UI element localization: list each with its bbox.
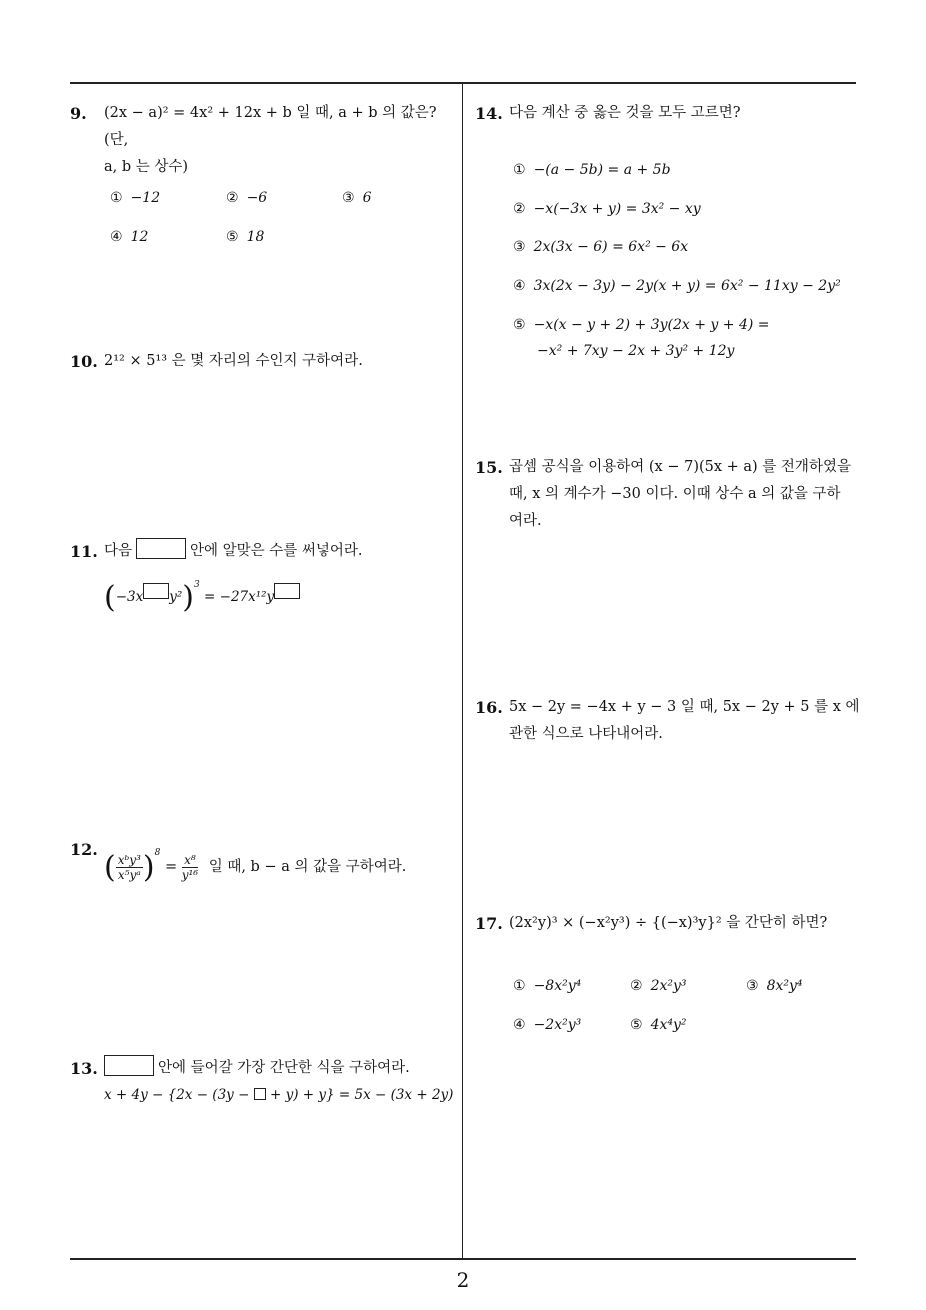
choice[interactable]: ④ 12 bbox=[110, 229, 149, 245]
question-number: 16. bbox=[475, 698, 503, 717]
page-number: 2 bbox=[456, 1268, 470, 1292]
question-number: 17. bbox=[475, 914, 503, 933]
question-11-expression: (−3x y²)$^3$ = −27x¹²y bbox=[104, 572, 300, 611]
question-text: (2x²y)³ × (−x²y³) ÷ {(−x)³y}² 을 간단히 하면? bbox=[509, 915, 828, 931]
choice[interactable]: ④ −2x²y³ bbox=[513, 1017, 582, 1033]
question-14 bbox=[475, 100, 860, 127]
question-12-expression: ( $\frac{\text{xᵇy³}}{\text{x⁵yᵃ}}$ )$^8$ = $\frac{\text{x⁸}}{\text{y¹⁶}}$ 일 때, b − a 의 값을 구하여라. bbox=[104, 848, 407, 885]
question-number: 9. bbox=[70, 104, 87, 123]
choice[interactable]: ③ 2x(3x − 6) = 6x² − 6x bbox=[513, 239, 689, 255]
question-number: 12. bbox=[70, 840, 98, 859]
choice[interactable]: ⑤ 4x⁴y² bbox=[630, 1017, 687, 1033]
question-13-expression: x + 4y − {2x − (3y − + y) + y} = 5x − (3x + 2y) bbox=[104, 1087, 454, 1103]
question-text: (2x − a)² = 4x² + 12x + b 일 때, a + b 의 값은?(단, a, b 는 상수) bbox=[104, 105, 437, 175]
choice[interactable]: ② 2x²y³ bbox=[630, 978, 687, 994]
column-divider bbox=[462, 82, 463, 1260]
choice[interactable]: ① −8x²y⁴ bbox=[513, 978, 582, 994]
question-10 bbox=[70, 348, 455, 375]
bottom-rule bbox=[70, 1258, 856, 1260]
choice[interactable]: ⑤ −x(x − y + 2) + 3y(2x + y + 4) = bbox=[513, 317, 770, 333]
choice[interactable]: ③ 8x²y⁴ bbox=[746, 978, 803, 994]
answer-box[interactable] bbox=[104, 1055, 154, 1076]
choice-continuation: −x² + 7xy − 2x + 3y² + 12y bbox=[537, 343, 735, 359]
question-text: 안에 들어갈 가장 간단한 식을 구하여라. bbox=[104, 1055, 455, 1082]
question-number: 10. bbox=[70, 352, 98, 371]
question-17 bbox=[475, 910, 860, 937]
choice[interactable]: ① −12 bbox=[110, 190, 161, 206]
question-15 bbox=[475, 454, 860, 535]
question-number: 15. bbox=[475, 458, 503, 477]
question-number: 14. bbox=[475, 104, 503, 123]
question-number: 13. bbox=[70, 1059, 98, 1078]
answer-box[interactable] bbox=[143, 583, 169, 599]
question-9 bbox=[70, 100, 455, 181]
question-number: 11. bbox=[70, 542, 98, 561]
choice[interactable]: ② −x(−3x + y) = 3x² − xy bbox=[513, 201, 701, 217]
question-text: 다음 안에 알맞은 수를 써넣어라. bbox=[104, 538, 455, 565]
answer-box[interactable] bbox=[274, 583, 300, 599]
blank-square bbox=[254, 1088, 266, 1100]
choice[interactable]: ⑤ 18 bbox=[226, 229, 265, 245]
answer-box[interactable] bbox=[136, 538, 186, 559]
question-text: 2¹² × 5¹³ 은 몇 자리의 수인지 구하여라. bbox=[104, 353, 363, 369]
choice[interactable]: ③ 6 bbox=[342, 190, 372, 206]
choice[interactable]: ① −(a − 5b) = a + 5b bbox=[513, 162, 671, 178]
question-11 bbox=[70, 538, 455, 565]
question-16 bbox=[475, 694, 860, 748]
choice[interactable]: ② −6 bbox=[226, 190, 268, 206]
choice[interactable]: ④ 3x(2x − 3y) − 2y(x + y) = 6x² − 11xy − 2y² bbox=[513, 278, 841, 294]
question-text: 다음 계산 중 옳은 것을 모두 고르면? bbox=[509, 105, 741, 121]
question-text: 곱셈 공식을 이용하여 (x − 7)(5x + a) 를 전개하였을 때, x 의 계수가 −30 이다. 이때 상수 a 의 값을 구하 여라. bbox=[509, 459, 851, 529]
question-text: 5x − 2y = −4x + y − 3 일 때, 5x − 2y + 5 를 x 에 관한 식으로 나타내어라. bbox=[509, 699, 860, 742]
question-13 bbox=[70, 1055, 455, 1082]
